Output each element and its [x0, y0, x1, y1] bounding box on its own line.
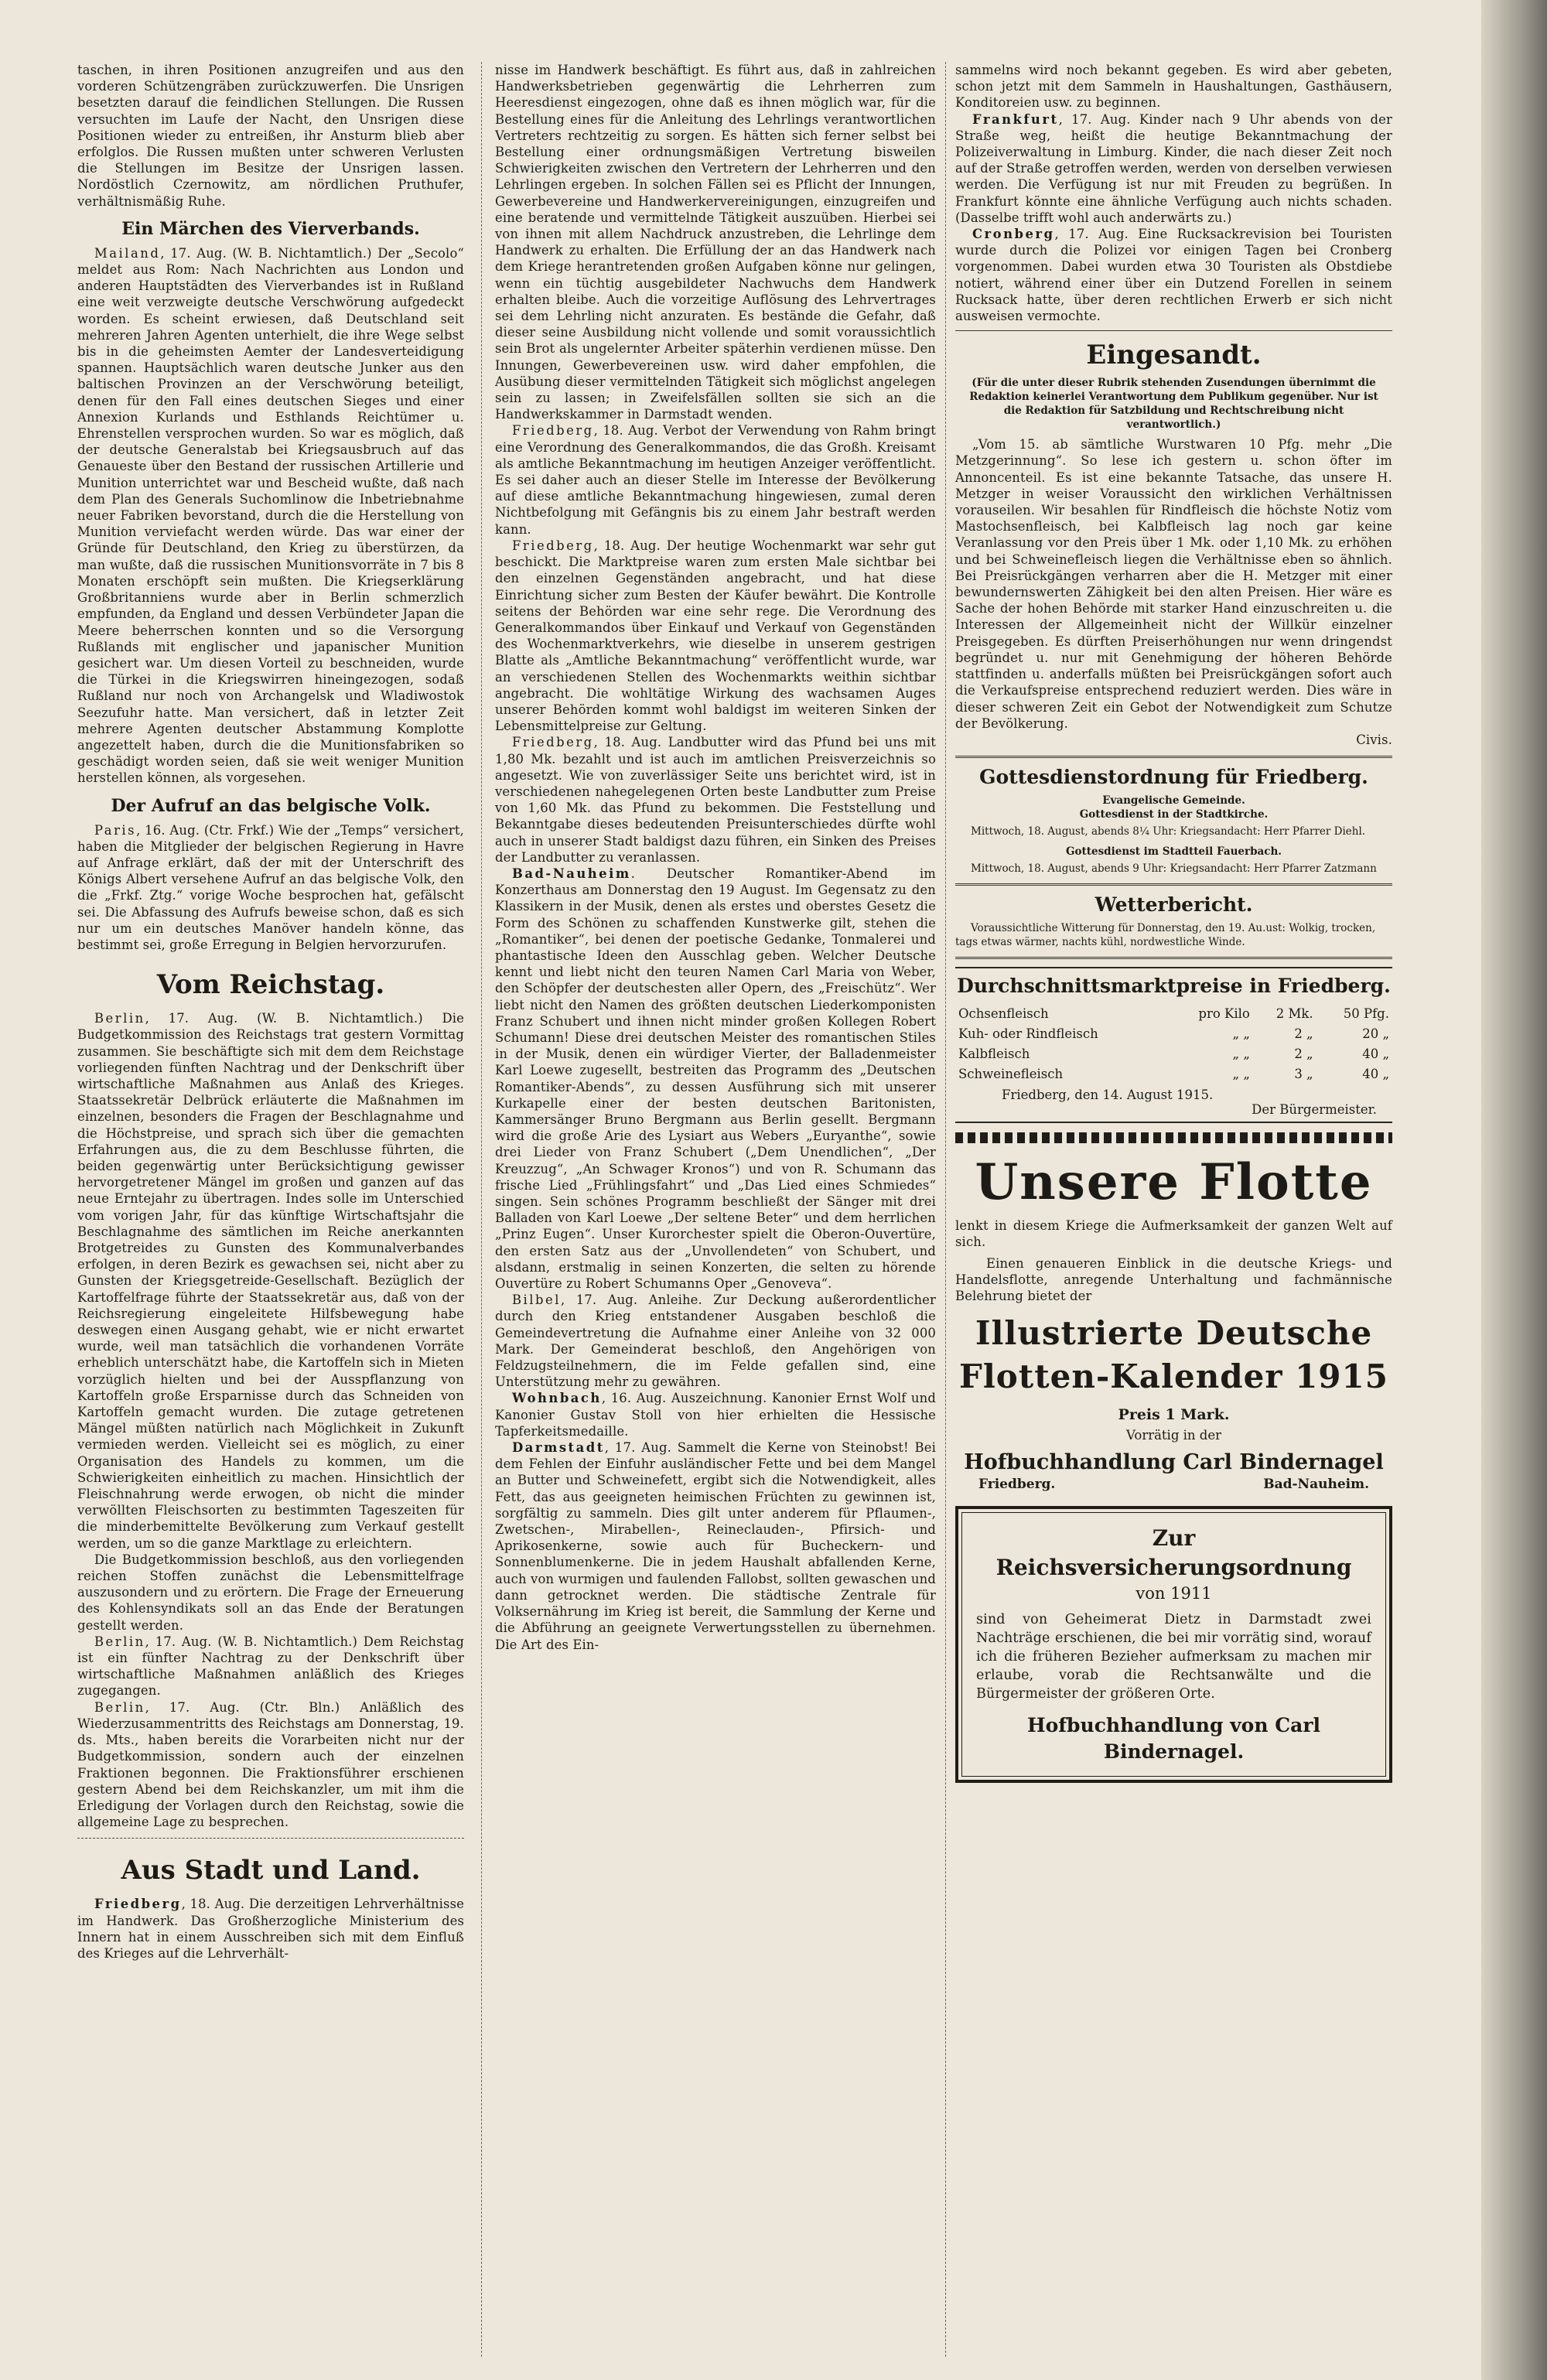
article-text: . Deutscher Romantiker-Abend im Konzerthaus am Donnerstag den 19 August. Im Gegensatz zu den Klassikern in der Musik, denen als erstes und oberstes Gesetz die Form des Schönen zu schaffenden Kunstwerke gilt, stehen die „Romantiker“, bei denen der poetische Gedanke, Tonmalerei und phantastische Ideen den Ausschlag geben. Welcher Deutsche kennt und liebt nicht den teuren Namen Carl Maria von Weber, den Schöpfer der deutschesten aller Opern, des „Freischütz“. Wer liebt nicht den Namen des größten deutschen Liederkomponisten Franz Schubert und ihnen nicht minder großen Kollegen Robert Schumann! Diese drei deutschen Meister des romantischen Stiles in der Musik, denen ein würdiger Vierter, der Balladenmeister Karl Loewe zugesellt, bestreiten das Programm des „Deutschen Romantiker-Abends“, zu dessen Ausführung sich mit unserer Kurkapelle einer der besten deutschen Baritonisten, Kammersänger Bruno Bergmann aus Berlin gesellt. Bergmann wird die große Arie des Lysiart aus Webers „Euryanthe“, sowie drei Lieder von Franz Schubert („Dem Unendlichen“, „Der Kreuzzug“, „An Schwager Kronos“) und von R. Schumann das frische Lied „Frühlingsfahrt“ und „Das Lied eines Schmiedes“ singen. Sein schönes Programm beschließt der Sänger mit drei Balladen von Karl Loewe „Der seltene Beter“ und dem herrlichen „Prinz Eugen“. Unser Kurorchester spielt die Oberon-Ouvertüre, den ersten Satz aus der „Unvollendeten“ von Schubert, und alsdann, erstmalig in seinen Konzerten, die selten zu hörende Ouvertüre zu Robert Schumanns Oper „Genoveva“.: [495, 866, 936, 1292]
ad-book-title-1: Illustrierte Deutsche: [975, 1314, 1373, 1353]
letter-text: „Vom 15. ab sämtliche Wurstwaren 10 Pfg. mehr „Die Metzgerinnung“. So lese ich gestern u. schon öfter im Annoncenteil. Es ist eine bekannte Tatsache, das unsere H. Metzger in weiser Voraussicht den wirklichen Verhältnissen vorauseilen. Wir besahlen für Rindfleisch die höchste Notiz vom Mastochsenfleisch, bei Kalbfleisch lag noch gar keine Veranlassung vor den Preis über 1 Mk. oder 1,10 Mk. zu erhöhen und bei Schweinefleisch liegen die Verhältnisse eben so ähnlich. Bei Preisrückgängen verharren aber die H. Metzger mit einer bewundernswerten Zähigkeit bei den alten Preisen. Hier wäre es Sache der hohen Behörde mit starker Hand einzuschreiten u. die Interessen der Allgemeinheit nicht der Willkür einzelner Preisgegeben. Es dürften Preiserhöhungen nur wenn dringendst begründet u. nur mit Genehmigung der höheren Behörde stattfinden u. anderfalls müßten bei Preisrückgängen sofort auch die Verkaufspreise entsprechend reduziert werden. Dies wäre in dieser schweren Zeit ein Gebot der Notwendigkeit zum Schutze der Bevölkerung.: [955, 437, 1392, 731]
price-row: [955, 1024, 1392, 1044]
article-reichstag-3: [77, 1699, 464, 1831]
ad-title-flotte: Unsere Flotte: [975, 1153, 1373, 1212]
price-cell-unit: „ „: [1232, 1026, 1250, 1042]
article-wochenmarkt: [495, 538, 936, 734]
dateline-place: Bilbel: [512, 1292, 561, 1308]
headline-marktpreise: Durchschnittsmarktpreise in Friedberg.: [957, 975, 1391, 998]
dateline-place: Berlin: [94, 1634, 145, 1649]
price-cell-unit: „ „: [1232, 1067, 1250, 1082]
price-cell-pf: 50 Pfg.: [1343, 1006, 1389, 1022]
price-cell-mk: 2 „: [1294, 1047, 1313, 1062]
article-text: , 17. Aug. Anleihe. Zur Deckung außerordentlicher durch den Krieg entstandener Ausgaben beschloß die Gemeindevertretung die Aufnahme einer Anleihe von 32 000 Mark. Der Gemeinderat beschloß, den Angehörigen von Feldzugsteilnehmern, die im Felde gefallen sind, eine Unterstützung mehr zu gewähren.: [495, 1292, 936, 1390]
column-3: [955, 62, 1392, 1783]
headline-aufruf: Der Aufruf an das belgische Volk.: [111, 795, 431, 816]
column-divider: [945, 62, 946, 2357]
headline-gottesdienst: Gottesdienstordnung für Friedberg.: [979, 766, 1368, 789]
dateline-place: Bad-Nauheim: [512, 866, 631, 881]
article-romantiker: [495, 866, 936, 1292]
ad-city-friedberg: Friedberg.: [978, 1477, 1056, 1493]
service-stadtkirche: Mittwoch, 18. August, abends 8¼ Uhr: Kriegsandacht: Herr Pfarrer Diehl.: [971, 825, 1366, 838]
price-cell-item: Schweinefleisch: [958, 1067, 1064, 1082]
ad-dealer: Hofbuchhandlung Carl Bindernagel: [964, 1450, 1384, 1475]
price-cell-mk: 2 „: [1294, 1026, 1313, 1042]
ad-lead: lenkt in diesem Kriege die Aufmerksamkeit der ganzen Welt auf sich.: [955, 1218, 1392, 1250]
article-mailand: [77, 245, 464, 787]
article-steinobst-cont: sammelns wird noch bekannt gegeben. Es wird aber gebeten, schon jetzt mit dem Sammeln in Haushaltungen, Gasthäusern, Konditoreien usw. zu beginnen.: [955, 63, 1392, 111]
article-text: , 16. Aug. (Ctr. Frkf.) Wie der „Temps“ versichert, haben die Mitglieder der belgischen Regierung in Havre auf Anfrage erklärt, daß der mit der Unterschrift des Königs Albert versehene Aufruf an das belgische Volk, den die „Frkf. Ztg.“ vorige Woche besprochen hat, gefälscht sei. Die Abfassung des Aufrufs beweise schon, daß es sich nur um ein deutsches Manöver handeln könne, das bestimmt sei, große Erregung in Belgien hervorzurufen.: [77, 822, 464, 952]
dateline-place: Frankfurt: [972, 111, 1059, 127]
ad2-title: Zur Reichsversicherungsordnung: [995, 1525, 1352, 1581]
price-cell-unit: pro Kilo: [1198, 1006, 1250, 1022]
price-cell-item: Ochsenfleisch: [958, 1006, 1049, 1022]
market-prices-table: [955, 1004, 1392, 1084]
article-text: , 18. Aug. Die derzeitigen Lehrverhältnisse im Handwerk. Das Großherzogliche Ministerium des Innern hat in einem Ausschreiben sich mit dem Einfluß des Krieges auf die Lehrverhält-: [77, 1897, 464, 1961]
article-text: , 17. Aug. Sammelt die Kerne von Steinobst! Bei dem Fehlen der Einfuhr ausländischer Fette und bei dem Mangel an Butter und Schweinefett, ergibt sich die Notwendigkeit, alles Fett, das aus geeigneten heimischen Früchten zu gewinnen ist, sorgfältig zu sammeln. Dies gilt unter anderem für Pflaumen-, Zwetschen-, Mirabellen-, Reineclauden-, Pfirsich- und Aprikosenkerne, sowie auch für Bucheckern- und Sonnenblumenkerne. Die in jedem Haushalt abfallenden Kerne, auch von wurmigen und faulenden Fallobst, sollten gewaschen und dann getrocknet werden. Die städtische Zentrale für Volksernährung im Krieg ist bereit, die Sammlung der Kerne und die Abführung an geeignete Verwertungsstellen zu übernehmen. Die Art des Ein-: [495, 1440, 936, 1652]
price-cell-pf: 20 „: [1362, 1026, 1389, 1042]
dateline-place: Friedberg: [512, 538, 594, 553]
page-edge: [1481, 0, 1547, 2380]
dateline-place: Mailand: [94, 245, 161, 261]
price-cell-unit: „ „: [1232, 1047, 1250, 1062]
dateline-place: Cronberg: [972, 227, 1055, 242]
decorative-border: [955, 1132, 1392, 1143]
headline-eingesandt: Eingesandt.: [1086, 340, 1262, 371]
article-text: , 18. Aug. Verbot der Verwendung von Rahm bringt eine Verordnung des Generalkommandos, die das Großh. Kreisamt als amtliche Bekanntmachung im heutigen Anzeiger veröffentlicht. Es sei daher auch an dieser Stelle im Interesse der Bevölkerung auf diese amtliche Bekanntmachung hingewiesen, zumal deren Nichtbefolgung mit Gefängnis bis zu einem Jahr bestraft werden kann.: [495, 423, 936, 537]
article-wohnbach: [495, 1390, 936, 1439]
ad-text: Einen genaueren Einblick in die deutsche Kriegs- und Handelsflotte, anregende Unterhaltung und fachmännische Belehrung bietet der: [955, 1255, 1392, 1303]
section-divider: [955, 957, 1392, 959]
ad-reichsversicherung-inner: [961, 1512, 1386, 1777]
price-row: [955, 1004, 1392, 1024]
article-steinobst: [495, 1439, 936, 1653]
section-divider: [955, 330, 1392, 331]
ad-stock: Vorrätig in der: [1125, 1428, 1222, 1443]
article-text: , 17. Aug. Kinder nach 9 Uhr abends von der Straße weg, heißt die heutige Bekanntmachung der Polizeiverwaltung in Limburg. Kinder, die nach dieser Zeit noch auf der Straße getroffen werden, werden von derselben verwiesen werden. Die Verfügung ist nur mit Freuden zu begrüßen. In Frankfurt könnte eine ähnliche Verfügung auch nichts schaden. (Dasselbe trifft wohl auch anderwärts zu.): [955, 111, 1392, 225]
market-prices-box: [955, 967, 1392, 1123]
article-text: Die Budgetkommission beschloß, aus den vorliegenden reichen Stoffen zunächst die Lebensmittelfrage auszusondern und zu erörtern. Die Frage der Erneuerung des Kohlensyndikats soll an das Ende der Beratungen gestellt werden.: [77, 1552, 464, 1633]
article-rahm: [495, 422, 936, 537]
dateline-place: Friedberg: [512, 735, 594, 750]
article-text: , 17. Aug. (W. B. Nichtamtlich.) Die Budgetkommission des Reichstags trat gestern Vormittag zusammen. Sie beschäftigte sich mit dem dem Reichstage vorliegenden fünften Nachtrag und der Denkschrift über wirtschaftliche Maßnahmen aus Anlaß des Krieges. Staatssekretär Delbrück erläuterte die Maßnahmen im einzelnen, besonders die Fragen der Beschlagnahme und die Höchstpreise, und sprach sich über die gemachten Erfahrungen aus, die zu dem Beschlusse führten, die beiden gegenwärtig unter Berücksichtigung gewisser hervorgetretener Mängel im großen und ganzen auf das neue Erntejahr zu übertragen. Indes solle im Unterschied vom vorigen Jahr, für das künftige Wirtschaftsjahr die Beschlagnahme des sämtlichen im Reiche anerkannten Brotgetreides zu Gunsten des Kommunalverbandes erfolgen, in deren Bezirk es gewachsen sei, nicht aber zu Gunsten der Kriegsgetreide-Gesellschaft. Bezüglich der Kartoffelfrage führte der Staatssekretär aus, daß von der Reichsregierung eingeleitete Hilfsbewegung habe deswegen einen Ausgang gehabt, wie er nicht erwartet wurde, weil man tatsächlich die vorhandenen Vorräte erheblich unterschätzt habe, die Kartoffeln sich in Mieten vorzüglich hielten und bei der Ausspflanzung von Kartoffeln große Ersparnisse durch das Schneiden von Kartoffeln gemacht wurden. Die zutage getretenen Mängel müßten natürlich nach Möglichkeit in Zukunft vermieden werden. Vielleicht sei es möglich, zu einer Organisation des Handels zu kommen, um die Schwierigkeiten einheitlich zu machen. Hinsichtlich der Fleischnahrung werde erwogen, ob nicht die minder verwöllten Fleischsorten zu bestimmten Tageszeiten für die minderbemittelte Bevölkerung zum Verkauf gestellt werden, um so die ganze Marktlage zu erleichtern.: [77, 1011, 464, 1551]
editorial-disclaimer: (Für die unter dieser Rubrik stehenden Zusendungen übernimmt die Redaktion keinerlei Verantwortung dem Publikum gegenüber. Nur ist die Redaktion für Satzbildung und Rechtschreibung nicht verantwortlich.): [969, 377, 1378, 432]
article-lehrverhaeltnisse: [77, 1896, 464, 1962]
price-cell-mk: 2 Mk.: [1276, 1006, 1313, 1022]
article-text: , 17. Aug. Eine Rucksackrevision bei Touristen wurde durch die Polizei vor einigen Tagen bei Cronberg vorgenommen. Dabei wurden etwa 30 Touristen als Obstdiebe notiert, während einer über ein Dutzend Forellen in seinem Rucksack hatte, über deren rechtlichen Erwerb er sich nicht ausweisen vermochte.: [955, 227, 1392, 324]
article-cronberg: [955, 226, 1392, 324]
ad2-text: sind von Geheimerat Dietz in Darmstadt zwei Nachträge erschienen, die bei mir vorrätig sind, worauf ich die früheren Bezieher aufmerksam zu machen mir erlaube, vorab die Rechtsanwälte und die Bürgermeister der größeren Orte.: [976, 1612, 1371, 1702]
prices-signature: Der Bürgermeister.: [1252, 1102, 1377, 1118]
letter-signature: Civis.: [1356, 732, 1392, 747]
article-text: , 18. Aug. Der heutige Wochenmarkt war sehr gut beschickt. Die Marktpreise waren zum ersten Male sichtbar bei den einzelnen Gegenständen angebracht, und hat diese Einrichtung sicher zum Besten der Käufer bewährt. Die Kontrolle seitens der Behörden war eine sehr rege. Die Verordnung des Generalkommandos über Einkauf und Verkauf von Gegenständen des Wochenmarktverkehrs, wie dieselbe in unserem gestrigen Blatte als „Amtliche Bekanntmachung“ veröffentlicht wurde, war an verschiedenen Stellen des Wochenmarkts weithin sichtbar angebracht. Die wohltätige Wirkung des wachsamen Auges unserer Behörden kommt wohl baldigst im weiteren Sinken der Lebensmittelpreise zur Geltung.: [495, 538, 936, 734]
price-cell-item: Kuh- oder Rindfleisch: [958, 1026, 1098, 1042]
ad-dealer-cities: [955, 1477, 1392, 1492]
dateline-place: Darmstadt: [512, 1440, 605, 1456]
price-row: [955, 1044, 1392, 1064]
letter-wurstwaren: [955, 436, 1392, 748]
column-2: [495, 62, 936, 1653]
church-community: Evangelische Gemeinde.: [1102, 794, 1245, 808]
price-cell-mk: 3 „: [1294, 1067, 1313, 1082]
article-paris: [77, 822, 464, 954]
church-location-fauerbach: Gottesdienst im Stadtteil Fauerbach.: [1065, 845, 1282, 859]
headline-maerchen: Ein Märchen des Vierverbands.: [121, 218, 420, 239]
column-divider: [481, 62, 482, 2357]
ad-price: Preis 1 Mark.: [1118, 1406, 1230, 1424]
dateline-place: Friedberg: [94, 1897, 182, 1912]
headline-wetterbericht: Wetterbericht.: [1095, 893, 1253, 917]
article-bilbel: [495, 1292, 936, 1390]
section-divider: [955, 756, 1392, 758]
article-continuation: taschen, in ihren Positionen anzugreifen und aus den vorderen Schützengräben zurückzuwerfen. Die Unsrigen besetzten darauf die feindlichen Stellungen. Die Russen versuchten im Laufe der Nacht, den Unsrigen diese Positionen wieder zu entreißen, ihr Ansturm blieb aber erfolglos. Die Russen mußten unter schweren Verlusten die Stellungen im Besitze der Unsrigen lassen. Nordöstlich Czernowitz, am nördlichen Pruthufer, verhältnismäßig Ruhe.: [77, 63, 464, 209]
column-1: [77, 62, 464, 1962]
prices-date: Friedberg, den 14. August 1915.: [1002, 1088, 1214, 1103]
dateline-place: Berlin: [94, 1699, 145, 1715]
price-cell-pf: 40 „: [1362, 1067, 1389, 1082]
article-landbutter: [495, 734, 936, 866]
section-divider: [77, 1838, 464, 1839]
article-lehrverhaeltnisse-cont: nisse im Handwerk beschäftigt. Es führt aus, daß in zahlreichen Handwerksbetrieben gegenwärtig die Lehrherren zum Heeresdienst eingezogen, ohne daß es ihnen möglich war, für die Bestellung eines für die Anleitung des Lehrlings verantwortlichen Vertreters rechtzeitig zu sorgen. Es hätten sich ferner selbst bei Bestellung einer ordnungsmäßigen Vertretung bisweilen Schwierigkeiten zwischen den Vertretern der Lehrherren und den Lehrlingen ergeben. In solchen Fällen sei es Pflicht der Innungen, Gewerbevereine und Handwerkervereinigungen, einzugreifen und eine beratende und vermittelnde Tätigkeit auszuüben. Hierbei sei von ihnen mit allem Nachdruck anzustreben, die Lehrlinge dem Handwerk zu erhalten. Die Erfüllung der an das Handwerk nach dem Kriege herantretenden großen Aufgaben könne nur gelingen, wenn ein tüchtig ausgebildeter Nachwuchs dem Handwerk erhalten bleibe. Auch die vorzeitige Auflösung des Lehrvertrages sei dem Lehrling nicht anzuraten. Es bestände die Gefahr, daß dieser seine Ausbildung nicht vollende und somit voraussichtlich sein Brot als ungelernter Arbeiter späterhin verdienen müsse. Den Innungen, Gewerbevereinen usw. wird daher empfohlen, die Ausübung dieser vermittelnden Tätigkeit sich möglichst angelegen sein zu lassen; in Zweifelsfällen sollten sie sich an die Handwerkskammer in Darmstadt wenden.: [495, 63, 936, 422]
ad-book-title-2: Flotten-Kalender 1915: [959, 1357, 1388, 1396]
article-text: , 17. Aug. (W. B. Nichtamtlich.) Der „Secolo“ meldet aus Rom: Nach Nachrichten aus London und anderen Hauptstädten des Vierverbandes ist in Rußland eine weit verzweigte deutsche Verschwörung aufgedeckt worden. Es scheint erwiesen, daß Deutschland seit mehreren Jahren Agenten unterhielt, die ihre Wege selbst bis in die geheimsten Aemter der Landesverteidigung spannen. Hauptsächlich waren deutsche Junker aus den baltischen Provinzen an der Verschwörung beteiligt, denen für den Fall eines deutschen Sieges und einer Annexion Kurlands und Esthlands Reichtümer u. Ehrenstellen versprochen wurden. So war es möglich, daß der deutsche Generalstab bei Kriegsausbruch auf das Genaueste über den Bestand der russischen Artillerie und Munition unterrichtet war und Bescheid wußte, daß nach dem Plan des Generals Suchomlinow die Inbetriebnahme neuer Fabriken bevorstand, durch die die Herstellung von Munition verviefacht werden würde. Das war einer der Gründe für Deutschland, den Krieg zu überstürzen, da man wußte, daß die russischen Munitionsvorräte in 7 bis 8 Monaten erschöpft sein mußten. Die Kriegserklärung Großbritanniens wurde aber in Berlin schmerzlich empfunden, da England und dessen Verbündeter Japan die Meere beherrschen konnten und so die Versorgung Rußlands mit englischer und japanischer Munition gesichert war. Um diesen Vorteil zu beschneiden, wurde die Türkei in die Kriegswirren hineingezogen, sodaß Rußland nur noch von Archangelsk und Wladiwostok Seezufuhr hatte. Man versichert, daß in letzter Zeit mehrere Agenten deutscher Abstammung Komplotte angezettelt haben, durch die die Munitionsfabriken so geschädigt worden seien, daß sie weit weniger Munition herstellen können, als vorgesehen.: [77, 245, 464, 786]
article-reichstag-1: [77, 1010, 464, 1634]
headline-reichstag: Vom Reichstag.: [156, 969, 385, 1001]
dateline-place: Berlin: [94, 1011, 145, 1026]
dateline-place: Friedberg: [512, 423, 594, 439]
ad-city-badnauheim: Bad-Nauheim.: [1263, 1477, 1369, 1493]
dateline-place: Paris: [94, 822, 137, 838]
ad2-year: von 1911: [1135, 1584, 1212, 1603]
church-location: Gottesdienst in der Stadtkirche.: [1079, 808, 1269, 821]
section-divider: [955, 883, 1392, 886]
ad-reichsversicherung: [955, 1506, 1392, 1783]
weather-forecast: Voraussichtliche Witterung für Donnerstag, den 19. Au.ust: Wolkig, trocken, tags etwas wärmer, nachts kühl, nordwestliche Winde.: [955, 922, 1376, 949]
article-text: , 17. Aug. (W. B. Nichtamtlich.) Dem Reichstag ist ein fünfter Nachtrag zu der Denkschrift über wirtschaftliche Maßnahmen anläßlich des Krieges zugegangen.: [77, 1634, 464, 1699]
article-text: , 17. Aug. (Ctr. Bln.) Anläßlich des Wiederzusammentritts des Reichstags am Donnerstag, 19. ds. Mts., haben bereits die Vorarbeiten nicht nur der Budgetkommission, sondern auch der einzelnen Fraktionen begonnen. Die Fraktionsführer erschienen gestern Abend bei dem Reichskanzler, um mit ihm die Erledigung der Vorlagen durch den Reichstag, sowie die allgemeine Lage zu besprechen.: [77, 1699, 464, 1830]
article-text: , 18. Aug. Landbutter wird das Pfund bei uns mit 1,80 Mk. bezahlt und ist auch im amtlichen Preisverzeichnis so angesetzt. Wie von zuverlässiger Seite uns berichtet wird, ist in verschiedenen nahegelegenen Orten beste Landbutter zum Preise von 1,60 Mk. das Pfund zu bekommen. Die Feststellung und Bekanntgabe dieses bedeutenden Preisunterschiedes dürfte wohl auch in unserer Stadt baldigst dazu führen, ein Sinken des Preises der Landbutter zu veranlassen.: [495, 735, 936, 865]
price-row: [955, 1064, 1392, 1084]
price-cell-item: Kalbfleisch: [958, 1047, 1030, 1062]
article-reichstag-2: [77, 1634, 464, 1699]
price-cell-pf: 40 „: [1362, 1047, 1389, 1062]
article-frankfurt: [955, 111, 1392, 226]
article-text: , 16. Aug. Auszeichnung. Kanonier Ernst Wolf und Kanonier Gustav Stoll von hier erhielten die Hessische Tapferkeitsmedaille.: [495, 1391, 936, 1439]
ad2-dealer: Hofbuchhandlung von Carl Bindernagel.: [1026, 1714, 1321, 1764]
headline-stadt-und-land: Aus Stadt und Land.: [121, 1855, 421, 1887]
dateline-place: Wohnbach: [512, 1391, 602, 1406]
service-fauerbach: Mittwoch, 18. August, abends 9 Uhr: Kriegsandacht: Herr Pfarrer Zatzmann: [971, 862, 1377, 876]
